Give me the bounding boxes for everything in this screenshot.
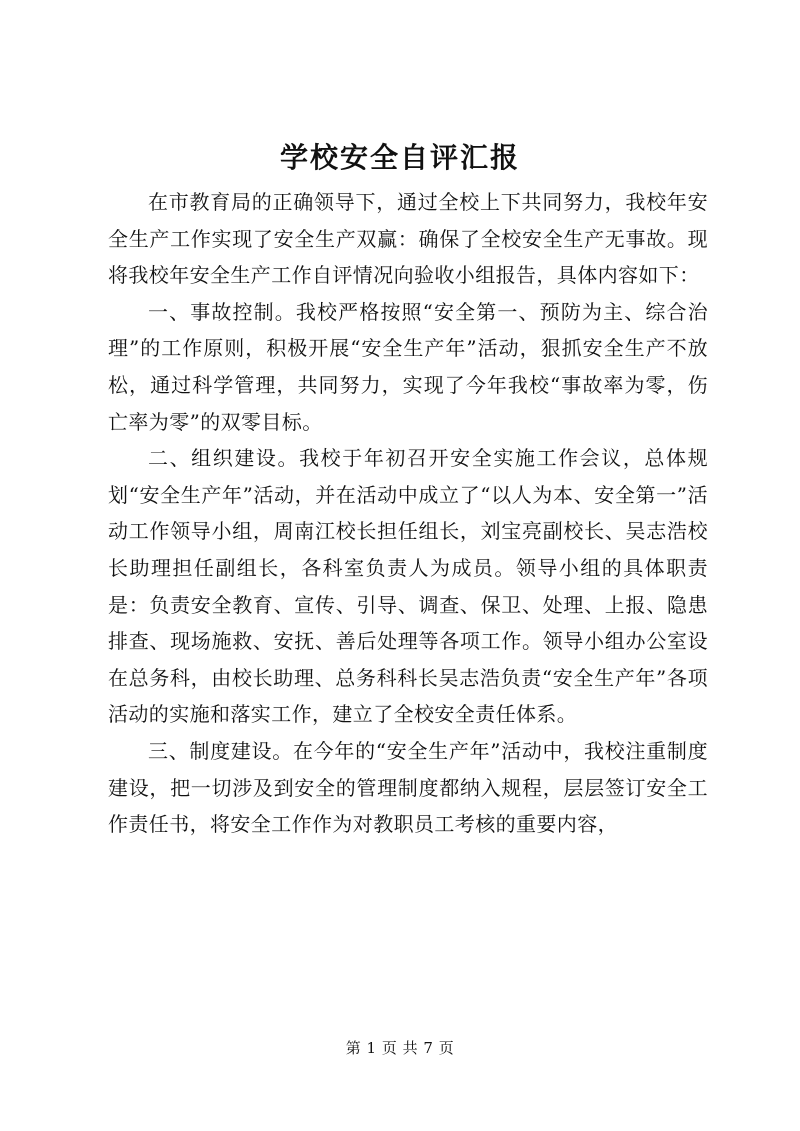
document-body [108, 184, 708, 843]
paragraph-intro: 在市教育局的正确领导下，通过全校上下共同努力，我校年安全生产工作实现了安全生产双赢：确保了全校安全生产无事故。现将我校年安全生产工作自评情况向验收小组报告，具体内容如下： [108, 190, 708, 288]
page-footer: 第 1 页 共 7 页 [345, 1039, 455, 1057]
paragraph-organization: 二、组织建设。我校于年初召开安全实施工作会议，总体规划“安全生产年”活动，并在活动中成立了“以人为本、安全第一”活动工作领导小组，周南江校长担任组长，刘宝亮副校长、吴志浩校长助理担任副组长，各科室负责人为成员。领导小组的具体职责是：负责安全教育、宣传、引导、调查、保卫、处理、上报、隐患排查、现场施救、安抚、善后处理等各项工作。领导小组办公室设在总务科，由校长助理、总务科科长吴志浩负责“安全生产年”各项活动的实施和落实工作，建立了全校安全责任体系。 [108, 446, 708, 727]
paragraph-accident-control: 一、事故控制。我校严格按照“安全第一、预防为主、综合治理”的工作原则，积极开展“安全生产年”活动，狠抓安全生产不放松，通过科学管理，共同努力，实现了今年我校“事故率为零，伤亡率为零”的双零目标。 [108, 299, 708, 434]
document-title: 学校安全自评汇报 [279, 141, 520, 174]
paragraph-system-building: 三、制度建设。在今年的“安全生产年”活动中，我校注重制度建设，把一切涉及到安全的管理制度都纳入规程，层层签订安全工作责任书，将安全工作作为对教职员工考核的重要内容， [108, 738, 708, 837]
